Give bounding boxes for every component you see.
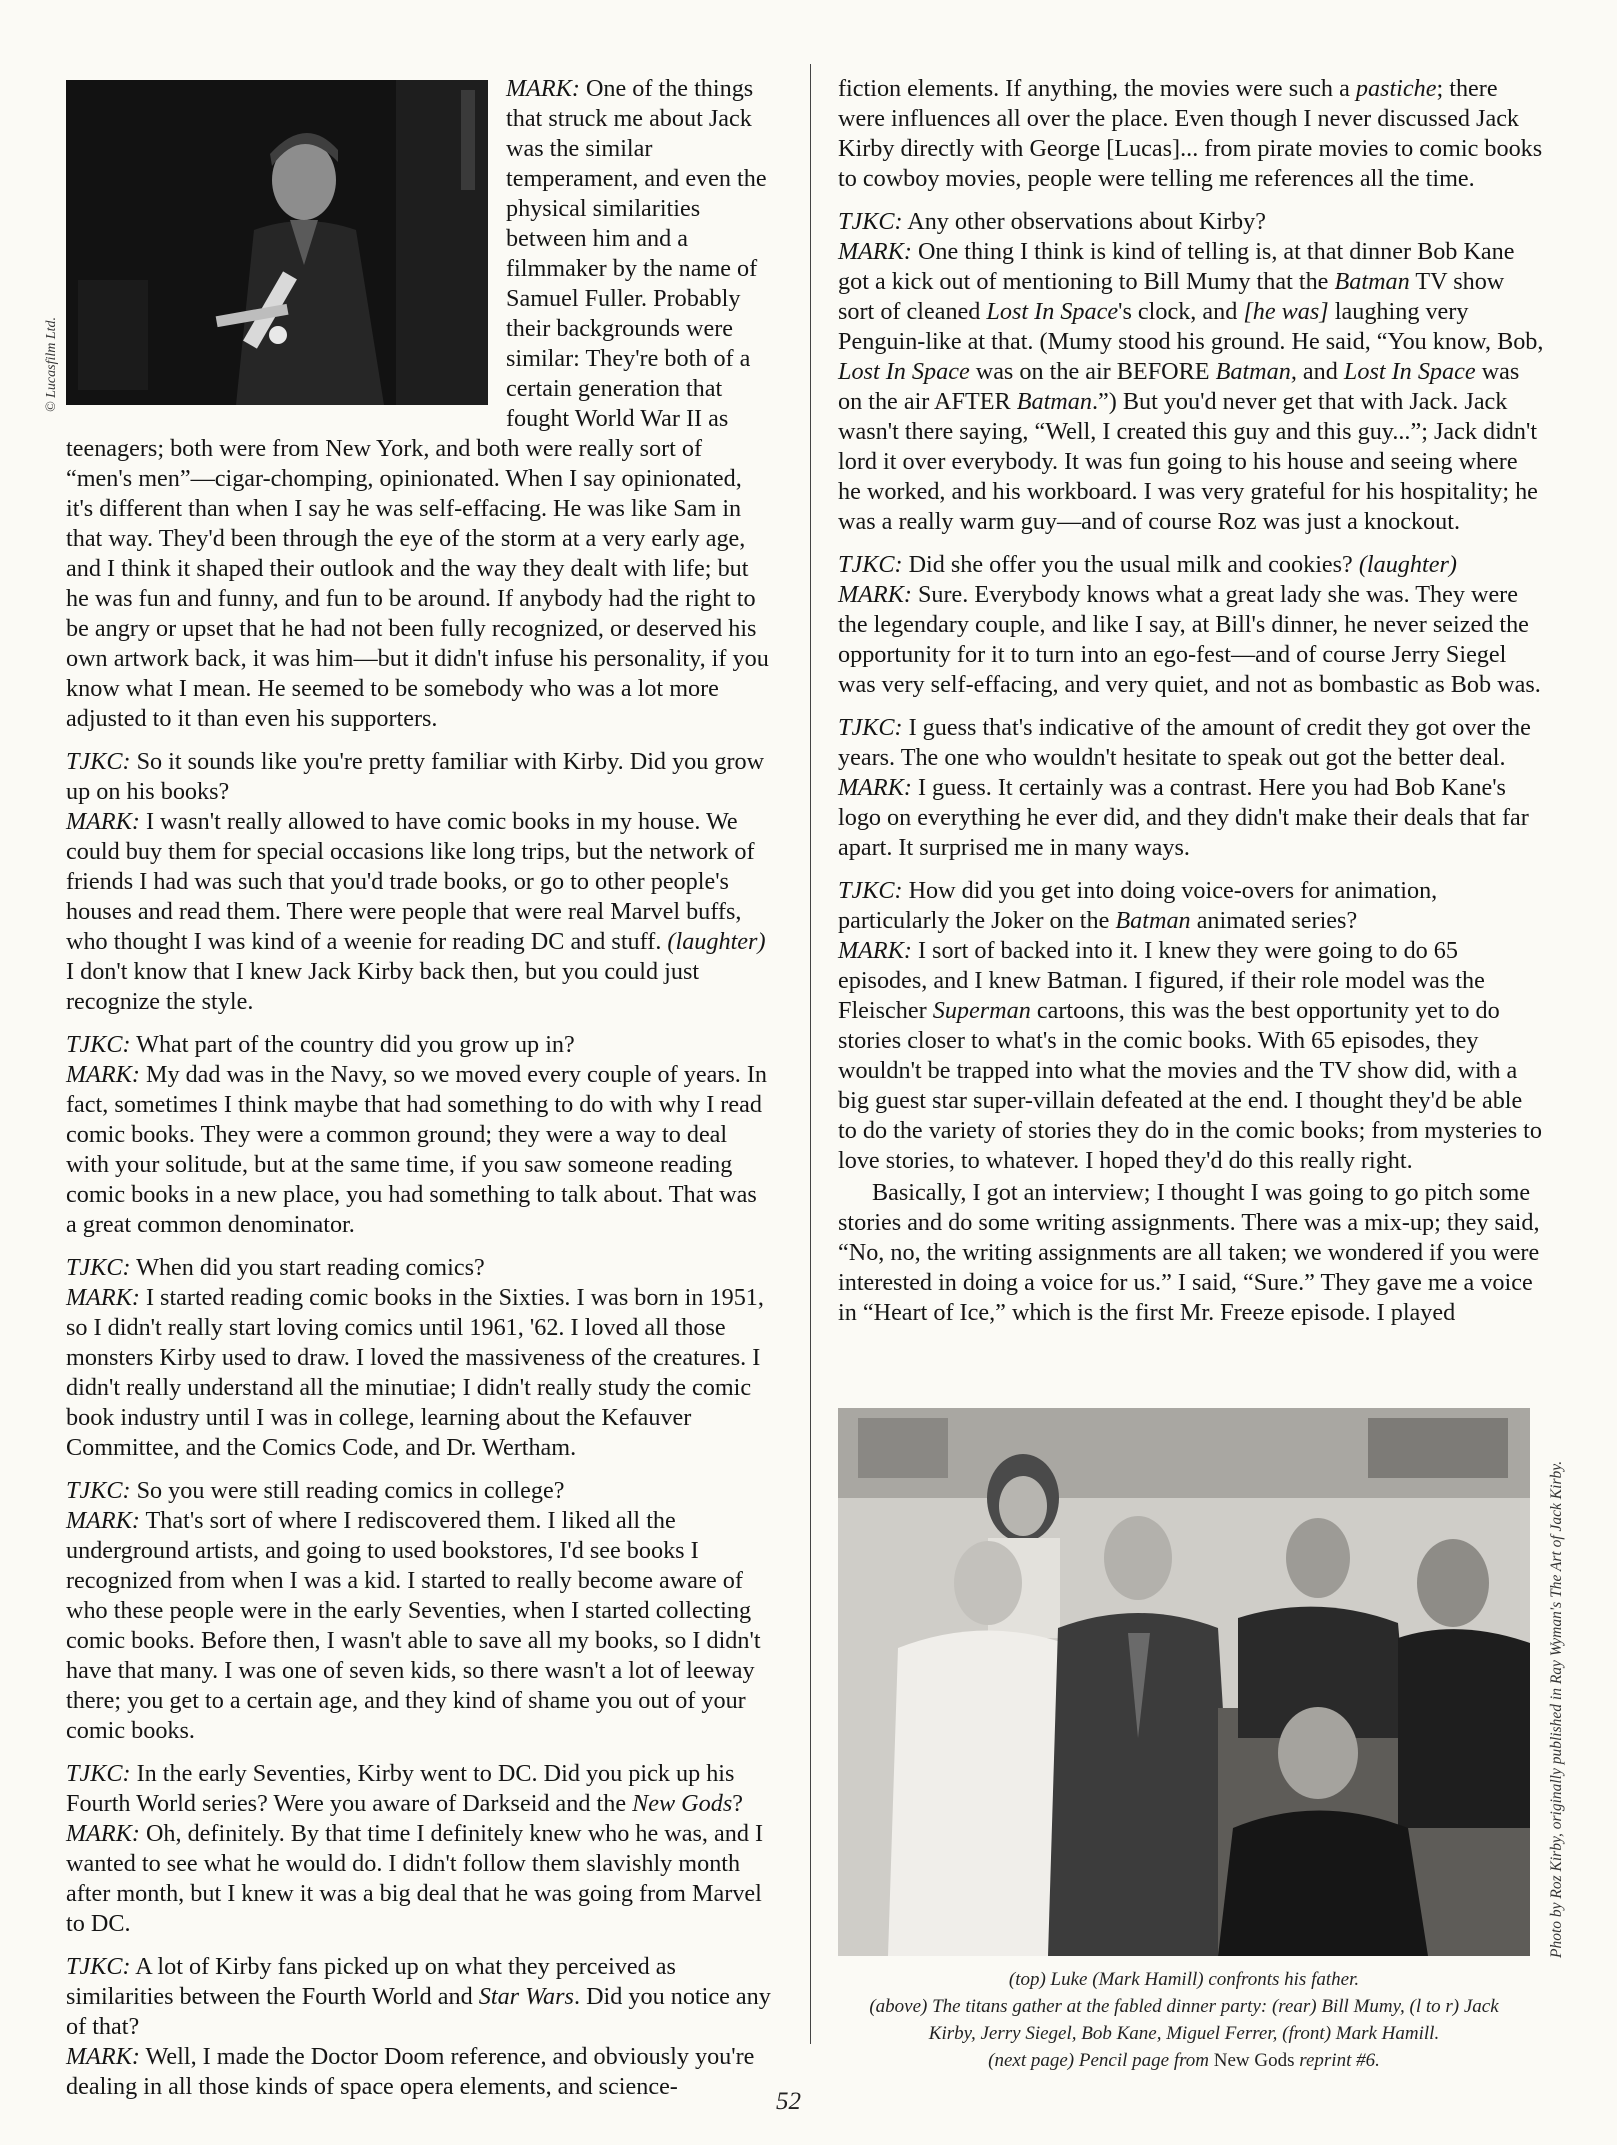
editorial-insert: [he was]	[1243, 298, 1329, 325]
title-batman: Batman	[1334, 268, 1410, 295]
speaker-label: MARK:	[66, 1507, 140, 1534]
interview-exchange	[66, 1952, 772, 2102]
answer-text: I don't know that I knew Jack Kirby back then, but you could just recognize the style.	[66, 958, 700, 1015]
speaker-label: TJKC:	[66, 1031, 131, 1058]
answer-text: One thing I think is kind of telling is, at that dinner Bob Kane got a kick out of mentioning to Bill Mumy that the	[838, 238, 1515, 295]
title-batman: Batman	[1016, 388, 1092, 415]
question-text: Did she offer you the usual milk and cookies?	[902, 551, 1359, 578]
caption-text: reprint #6.	[1294, 2050, 1380, 2071]
title-star-wars: Star Wars	[478, 1983, 574, 2010]
answer-text: Oh, definitely. By that time I definitely knew who he was, and I wanted to see what he would do. I didn't follow them slavishly month after month, but I knew it was a big deal that he was going from Marvel to DC.	[66, 1820, 764, 1937]
photo-credit-lucasfilm: © Lucasfilm Ltd.	[44, 316, 59, 412]
speaker-label: MARK:	[66, 1820, 140, 1847]
caption-text: (next page) Pencil page from	[988, 2050, 1214, 2071]
left-column	[66, 74, 772, 2115]
speaker-label: TJKC:	[838, 877, 903, 904]
answer-text: cartoons, this was the best opportunity yet to do stories closer to what's in the comic books. With 65 episodes, they wouldn't be trapped into what the movies and the TV show did, with a big guest star super-villain defeated at the end. I thought they'd be able to do the variety of stories they do in the comic books; from mysteries to love stories, to whatever. I hoped they'd do this really right.	[838, 997, 1542, 1174]
answer-text: I started reading comic books in the Sixties. I was born in 1951, so I didn't really start loving comics until 1961, '62. I loved all those monsters Kirby used to draw. I loved the massiveness of the creatures. I didn't really understand all the minutiae; I didn't really study the comic book industry until I was in college, learning about the Kefauver Committee, and the Comics Code, and Dr. Wertham.	[66, 1284, 764, 1461]
question-text: In the early Seventies, Kirby went to DC. Did you pick up his Fourth World series? Were you aware of Darkseid and the	[66, 1760, 735, 1817]
photo-caption	[838, 1966, 1530, 2074]
speaker-label: MARK:	[838, 774, 912, 801]
answer-text: was on the air AFTER	[838, 358, 1520, 415]
speaker-label: MARK:	[66, 2043, 140, 2070]
speaker-label: TJKC:	[838, 714, 903, 741]
page-number: 52	[776, 2088, 801, 2115]
continued-paragraph	[838, 74, 1546, 194]
answer-text: One of the things that struck me about Jack was the similar temperament, and even the physical similarities between him and a filmmaker by the name of Samuel Fuller. Probably their backgrounds were similar: They're both of a certain generation that fought World War II as teenagers; both were from New York, and both were really sort of “men's men”—cigar-chomping, opinionated. When I say opinionated, it's different than when I say he was self-effacing. He was like Sam in that way. They'd been through the eye of the storm at a very early age, and I think it shaped their outlook and the way they dealt with life; but he was fun and funny, and fun to be around. If anybody had the right to be angry or upset that he had not been fully recognized, or deserved his own artwork back, it was him—but it didn't infuse his personality, if you know what I mean. He seemed to be somebody who was a lot more adjusted to it than even his supporters.	[66, 75, 769, 732]
speaker-label: TJKC:	[66, 748, 131, 775]
title-new-gods: New Gods	[632, 1790, 733, 1817]
answer-continued: Basically, I got an interview; I thought I was going to go pitch some stories and do some writing assignments. There was a mix-up; they said, “No, no, the writing assignments are all taken; we wondered if you were interested in doing a voice for us.” I said, “Sure.” They gave me a voice in “Heart of Ice,” which is the first Mr. Freeze episode. I played	[838, 1179, 1540, 1326]
question-text: animated series?	[1190, 907, 1358, 934]
question-text: A lot of Kirby fans picked up on what they perceived as similarities between the Fourth World and	[66, 1953, 676, 2010]
speaker-label: MARK:	[66, 1061, 140, 1088]
interview-exchange	[838, 876, 1546, 1176]
caption-title-new-gods: New Gods	[1213, 2050, 1295, 2071]
answer-text: TV show sort of cleaned	[838, 268, 1505, 325]
interview-exchange	[66, 1253, 772, 1463]
question-text: So you were still reading comics in college?	[130, 1477, 565, 1504]
dinner-party-photo	[838, 1408, 1530, 1956]
interview-exchange	[66, 1476, 772, 1746]
question-text: How did you get into doing voice-overs for animation, particularly the Joker on the	[838, 877, 1438, 934]
answer-text: Well, I made the Doctor Doom reference, and obviously you're dealing in all those kinds of space opera elements, and science-	[66, 2043, 755, 2100]
answer-text: .”) But you'd never get that with Jack. Jack wasn't there saying, “Well, I created this guy and this guy...”; Jack didn't lord it over everybody. It was fun going to his house and seeing where he worked, and his workboard. I was very grateful for his hospitality; he was a really warm guy—and of course Roz was just a knockout.	[838, 388, 1538, 535]
answer-text: and	[1296, 358, 1344, 385]
laughter-note: (laughter)	[667, 928, 766, 955]
luke-skywalker-photo	[66, 80, 488, 405]
speaker-label: MARK:	[506, 75, 580, 102]
interview-exchange	[66, 1759, 772, 1939]
caption-line	[838, 2047, 1530, 2074]
speaker-label: MARK:	[66, 808, 140, 835]
luke-photo-illustration	[66, 80, 488, 405]
speaker-label: MARK:	[838, 581, 912, 608]
answer-text: laughing very Penguin-like at that. (Mumy stood his ground. He said, “You know, Bob,	[838, 298, 1544, 355]
interview-exchange	[838, 713, 1546, 863]
question-text: So it sounds like you're pretty familiar with Kirby. Did you grow up on his books?	[66, 748, 765, 805]
question-text: ?	[732, 1790, 743, 1817]
right-column	[838, 74, 1546, 1341]
speaker-label: TJKC:	[66, 1760, 131, 1787]
speaker-label: TJKC:	[66, 1254, 131, 1281]
speaker-label: TJKC:	[66, 1953, 131, 1980]
title-superman: Superman	[932, 997, 1031, 1024]
interview-exchange	[66, 747, 772, 1017]
caption-line: (top) Luke (Mark Hamill) confronts his father.	[1008, 1969, 1360, 1990]
interview-exchange	[838, 550, 1546, 700]
answer-text: Sure. Everybody knows what a great lady she was. They were the legendary couple, and like I say, at Bill's dinner, he never seized the opportunity for it to turn into an ego-fest—and of course Jerry Siegel was very self-effacing, and very quiet, and not as bombastic as Bob was.	[838, 581, 1541, 698]
interview-exchange	[838, 207, 1546, 537]
photo-credit-roz-kirby: Photo by Roz Kirby, originally published in Ray Wyman's The Art of Jack Kirby.	[1548, 1460, 1565, 1958]
title-batman: Batman,	[1215, 358, 1297, 385]
question-text: I guess that's indicative of the amount of credit they got over the years. The one who wouldn't hesitate to speak out got the better deal.	[838, 714, 1531, 771]
laughter-note: (laughter)	[1358, 551, 1457, 578]
caption-line: (above) The titans gather at the fabled dinner party: (rear) Bill Mumy, (l to r) Jack	[869, 1996, 1499, 2017]
answer-text: I wasn't really allowed to have comic books in my house. We could buy them for special occasions like long trips, but the network of friends I had was such that you'd trade books, or go to other people's houses and read them. There were people that were real Marvel buffs, who thought I was kind of a weenie for reading DC and stuff.	[66, 808, 755, 955]
answer-text: 's clock, and	[1118, 298, 1244, 325]
answer-text: ; there were influences all over the place. Even though I never discussed Jack Kirby directly with George [Lucas]... from pirate movies to comic books to cowboy movies, people were telling me references all the time.	[838, 75, 1543, 192]
title-lost-in-space: Lost In Space	[838, 358, 970, 385]
speaker-label: TJKC:	[838, 208, 903, 235]
speaker-label: MARK:	[838, 238, 912, 265]
answer-text: I guess. It certainly was a contrast. Here you had Bob Kane's logo on everything he ever did, and they didn't make their deals that far apart. It surprised me in many ways.	[838, 774, 1529, 861]
interview-exchange	[66, 1030, 772, 1240]
answer-text: I sort of backed into it. I knew they were going to do 65 episodes, and I knew Batman. I figured, if their role model was the Fleischer	[838, 937, 1485, 1024]
title-lost-in-space: Lost In Space	[1343, 358, 1476, 385]
answer-text: fiction elements. If anything, the movies were such a	[838, 75, 1356, 102]
speaker-label: TJKC:	[838, 551, 903, 578]
question-text: . Did you notice any of that?	[66, 1983, 771, 2040]
answer-text: That's sort of where I rediscovered them. I liked all the underground artists, and going to used bookstores, I'd see books I recognized from when I was a kid. I started to really become aware of who these people were in the early Seventies, when I started collecting comic books. Before then, I wasn't able to save all my books, so I didn't have that many. I was one of seven kids, so there wasn't a lot of leeway there; you get to a certain age, and they kind of shame you out of your comic books.	[66, 1507, 761, 1744]
speaker-label: MARK:	[66, 1284, 140, 1311]
title-lost-in-space: Lost In Space	[986, 298, 1119, 325]
word-pastiche: pastiche	[1355, 75, 1437, 102]
question-text: When did you start reading comics?	[130, 1254, 485, 1281]
question-text: Any other observations about Kirby?	[902, 208, 1266, 235]
speaker-label: MARK:	[838, 937, 912, 964]
dinner-party-illustration	[838, 1408, 1530, 1956]
column-divider	[810, 64, 811, 2044]
answer-text: was on the air BEFORE	[969, 358, 1216, 385]
caption-line: Kirby, Jerry Siegel, Bob Kane, Miguel Ferrer, (front) Mark Hamill.	[928, 2023, 1440, 2044]
speaker-label: TJKC:	[66, 1477, 131, 1504]
title-batman: Batman	[1115, 907, 1191, 934]
question-text: What part of the country did you grow up in?	[130, 1031, 575, 1058]
answer-text: My dad was in the Navy, so we moved every couple of years. In fact, sometimes I think maybe that had something to do with why I read comic books. They were a common ground; they were a way to deal with your solitude, but at the same time, if you saw someone reading comic books in a new place, you had something to talk about. That was a great common denominator.	[66, 1061, 768, 1238]
